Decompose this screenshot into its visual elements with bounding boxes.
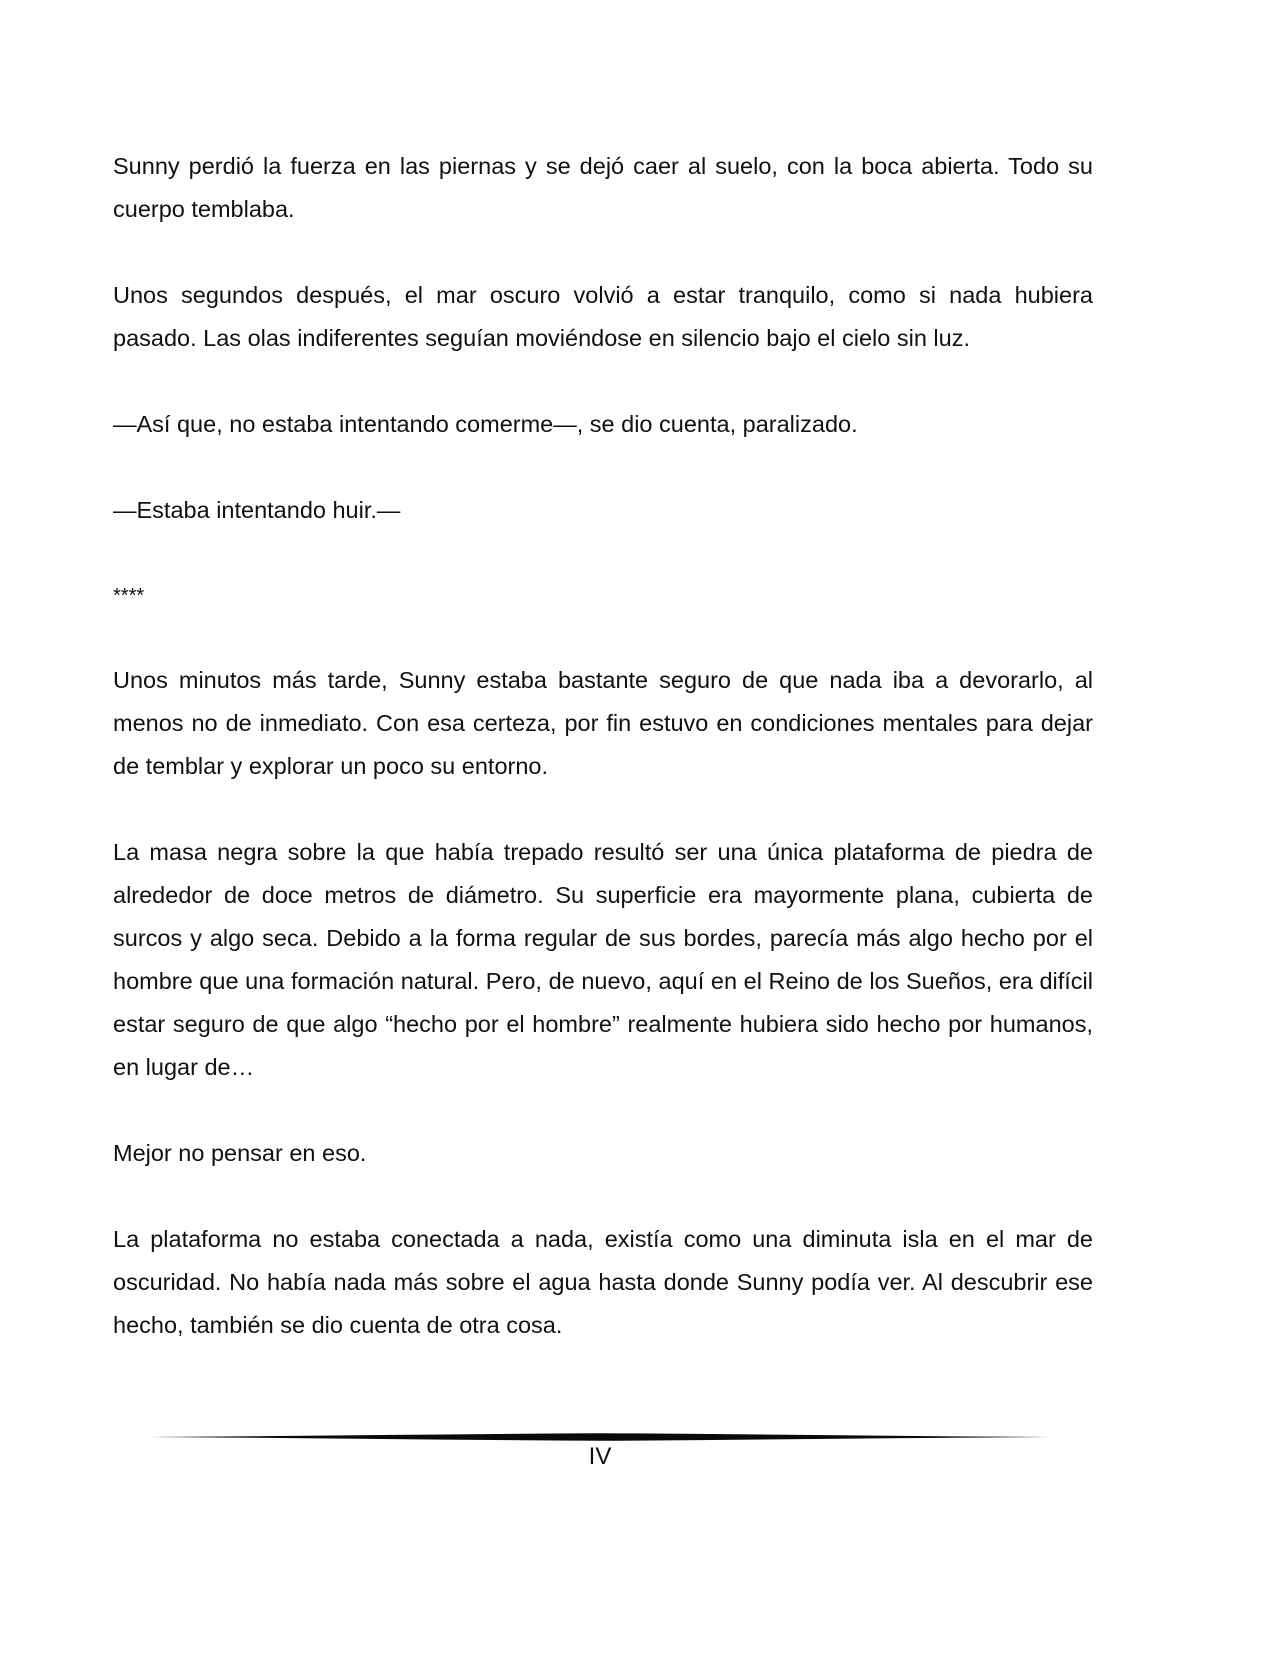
paragraph-5: Unos minutos más tarde, Sunny estaba bastante seguro de que nada iba a devorarlo, al menos no de inmediato. Con esa certeza, por fin estuvo en condiciones mentales para dejar de temblar y explorar un poco su entorno. [113, 667, 1093, 779]
paragraph-6: La masa negra sobre la que había trepado resultó ser una única plataforma de piedra de alrededor de doce metros de diámetro. Su superficie era mayormente plana, cubierta de surcos y algo seca. Debido a la forma regular de sus bordes, parecía más algo hecho por el hombre que una formación natural. Pero, de nuevo, aquí en el Reino de los Sueños, era difícil estar seguro de que algo “hecho por el hombre” realmente hubiera sido hecho por humanos, en lugar de… [113, 839, 1093, 1080]
scene-separator: **** [113, 585, 145, 607]
paragraph-7: Mejor no pensar en eso. [113, 1140, 367, 1166]
page-number: IV [588, 1443, 612, 1470]
paragraph-2: Unos segundos después, el mar oscuro volvió a estar tranquilo, como si nada hubiera pasado. Las olas indiferentes seguían moviéndose en silencio bajo el cielo sin luz. [113, 282, 1093, 351]
body-text [113, 145, 1093, 1390]
paragraph-8: La plataforma no estaba conectada a nada, existía como una diminuta isla en el mar de oscuridad. No había nada más sobre el agua hasta donde Sunny podía ver. Al descubrir ese hecho, también se dio cuenta de otra cosa. [113, 1226, 1093, 1338]
paragraph-1: Sunny perdió la fuerza en las piernas y se dejó caer al suelo, con la boca abierta. Todo su cuerpo temblaba. [113, 153, 1093, 222]
paragraph-4: —Estaba intentando huir.— [113, 497, 401, 523]
paragraph-3: —Así que, no estaba intentando comerme—, se dio cuenta, paralizado. [113, 411, 858, 437]
